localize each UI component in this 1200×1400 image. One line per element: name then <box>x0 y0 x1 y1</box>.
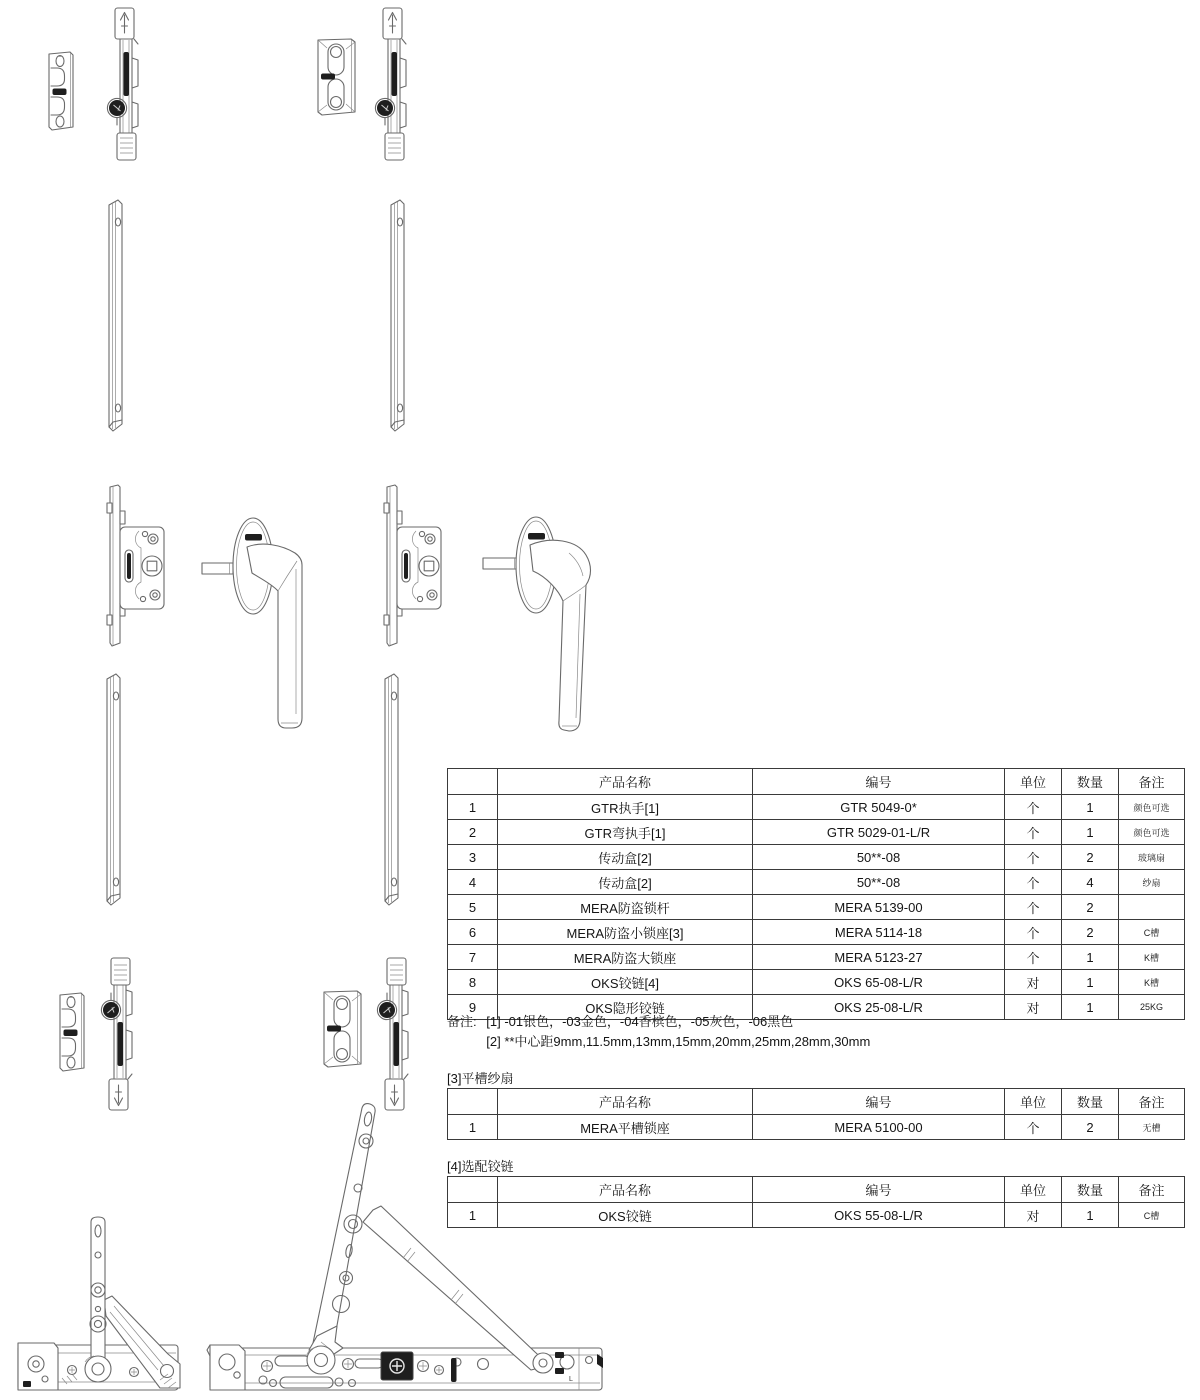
table-row <box>448 945 1185 970</box>
cell: 传动盒[2] <box>498 845 753 870</box>
screen-table-title: [3]平槽纱扇 <box>447 1071 514 1086</box>
column-header: 备注 <box>1119 1089 1185 1115</box>
column-header: 产品名称 <box>498 769 753 795</box>
cell: 玻璃扇 <box>1119 845 1185 870</box>
table-row <box>448 795 1185 820</box>
cell: OKS 55-08-L/R <box>753 1203 1005 1228</box>
lock-bar-bottom-right <box>378 956 412 1112</box>
cell: 个 <box>1005 845 1062 870</box>
column-header: 数量 <box>1062 1177 1119 1203</box>
cell: 1 <box>1062 995 1119 1020</box>
column-header: 备注 <box>1119 769 1185 795</box>
keeper-plate-small-top <box>46 50 76 132</box>
cell: 7 <box>448 945 498 970</box>
header-row <box>448 1089 1185 1115</box>
cell: 传动盒[2] <box>498 870 753 895</box>
cell: 5 <box>448 895 498 920</box>
cell: 个 <box>1005 1115 1062 1140</box>
cell: 6 <box>448 920 498 945</box>
cell: OKS铰链 <box>498 1203 753 1228</box>
column-header <box>448 1177 498 1203</box>
table-row <box>448 895 1185 920</box>
cell: 1 <box>448 795 498 820</box>
column-header: 编号 <box>753 1089 1005 1115</box>
cell: 8 <box>448 970 498 995</box>
cell: 1 <box>1062 970 1119 995</box>
cell: GTR弯执手[1] <box>498 820 753 845</box>
friction-hinge-small <box>14 1212 186 1396</box>
cell: OKS 65-08-L/R <box>753 970 1005 995</box>
notes-label: 备注: <box>447 1014 477 1029</box>
cell: 纱扇 <box>1119 870 1185 895</box>
cell: 2 <box>1062 920 1119 945</box>
cell: 4 <box>1062 870 1119 895</box>
lock-rod-lower-right <box>377 672 403 908</box>
cell: MERA防盗大锁座 <box>498 945 753 970</box>
cell: 50**-08 <box>753 870 1005 895</box>
table-row <box>448 845 1185 870</box>
cell: 对 <box>1005 1203 1062 1228</box>
hinge-orientation-mark: L <box>569 1376 573 1383</box>
cell: 对 <box>1005 970 1062 995</box>
cell: MERA 5100-00 <box>753 1115 1005 1140</box>
cell: 2 <box>448 820 498 845</box>
cell: 1 <box>1062 1203 1119 1228</box>
header-row <box>448 1177 1185 1203</box>
parts-table-main <box>447 768 1185 1020</box>
parts-table-optional-hinge <box>447 1176 1185 1228</box>
cell: 颜色可选 <box>1119 820 1185 845</box>
cell: 个 <box>1005 870 1062 895</box>
keeper-plate-small-bottom <box>57 991 87 1073</box>
column-header <box>448 769 498 795</box>
cell: OKS隐形铰链 <box>498 995 753 1020</box>
column-header: 单位 <box>1005 1177 1062 1203</box>
cell: 2 <box>1062 895 1119 920</box>
cell: 个 <box>1005 945 1062 970</box>
keeper-plate-large-top <box>315 37 357 117</box>
cell: C槽 <box>1119 920 1185 945</box>
cell: 个 <box>1005 920 1062 945</box>
cell <box>1119 895 1185 920</box>
cell: GTR执手[1] <box>498 795 753 820</box>
cell: 个 <box>1005 795 1062 820</box>
cell: MERA防盗锁杆 <box>498 895 753 920</box>
table-notes <box>447 1012 870 1052</box>
cell: K槽 <box>1119 970 1185 995</box>
parts-table-screen <box>447 1088 1185 1140</box>
notes-line2: [2] **中心距9mm,11.5mm,13mm,15mm,20mm,25mm,28mm,30mm <box>486 1034 871 1049</box>
cell: 1 <box>448 1203 498 1228</box>
cell: GTR 5029-01-L/R <box>753 820 1005 845</box>
lock-rod-upper-left <box>101 198 127 434</box>
cell: 50**-08 <box>753 845 1005 870</box>
column-header: 单位 <box>1005 769 1062 795</box>
cell: 无槽 <box>1119 1115 1185 1140</box>
cell: 3 <box>448 845 498 870</box>
header-row <box>448 769 1185 795</box>
keeper-plate-large-bottom <box>321 989 363 1069</box>
cell: 1 <box>1062 945 1119 970</box>
column-header: 单位 <box>1005 1089 1062 1115</box>
cell: OKS铰链[4] <box>498 970 753 995</box>
cell: 1 <box>448 1115 498 1140</box>
notes-line1: [1] -01银色，-03金色，-04香槟色，-05灰色，-06黑色 <box>486 1014 794 1029</box>
table-row <box>448 820 1185 845</box>
cell: 个 <box>1005 820 1062 845</box>
column-header <box>448 1089 498 1115</box>
cell: 1 <box>1062 795 1119 820</box>
cell: OKS 25-08-L/R <box>753 995 1005 1020</box>
lock-bar-bottom-left <box>102 956 136 1112</box>
column-header: 数量 <box>1062 1089 1119 1115</box>
table-row <box>448 970 1185 995</box>
cell: K槽 <box>1119 945 1185 970</box>
cell: 4 <box>448 870 498 895</box>
table-row <box>448 1115 1185 1140</box>
gearbox-straight-handle <box>106 481 316 743</box>
cell: 25KG <box>1119 995 1185 1020</box>
cell: MERA 5139-00 <box>753 895 1005 920</box>
cell: 9 <box>448 995 498 1020</box>
lock-rod-lower-left <box>99 672 125 908</box>
column-header: 产品名称 <box>498 1177 753 1203</box>
cell: MERA平槽锁座 <box>498 1115 753 1140</box>
column-header: 编号 <box>753 769 1005 795</box>
column-header: 编号 <box>753 1177 1005 1203</box>
optional-hinge-table-title: [4]选配铰链 <box>447 1159 514 1174</box>
cell: C槽 <box>1119 1203 1185 1228</box>
lock-rod-upper-right <box>383 198 409 434</box>
cell: MERA 5123-27 <box>753 945 1005 970</box>
column-header: 数量 <box>1062 769 1119 795</box>
cell: MERA防盗小锁座[3] <box>498 920 753 945</box>
cell: GTR 5049-0* <box>753 795 1005 820</box>
table-row <box>448 920 1185 945</box>
cell: MERA 5114-18 <box>753 920 1005 945</box>
gearbox-bent-handle <box>383 481 601 743</box>
cell: 1 <box>1062 820 1119 845</box>
cell: 2 <box>1062 1115 1119 1140</box>
lock-bar-top-right <box>376 6 410 162</box>
cell: 对 <box>1005 995 1062 1020</box>
cell: 个 <box>1005 895 1062 920</box>
cell: 2 <box>1062 845 1119 870</box>
column-header: 产品名称 <box>498 1089 753 1115</box>
table-row <box>448 870 1185 895</box>
table-row <box>448 1203 1185 1228</box>
column-header: 备注 <box>1119 1177 1185 1203</box>
friction-hinge-large <box>205 1098 607 1396</box>
lock-bar-top-left <box>108 6 142 162</box>
cell: 颜色可选 <box>1119 795 1185 820</box>
